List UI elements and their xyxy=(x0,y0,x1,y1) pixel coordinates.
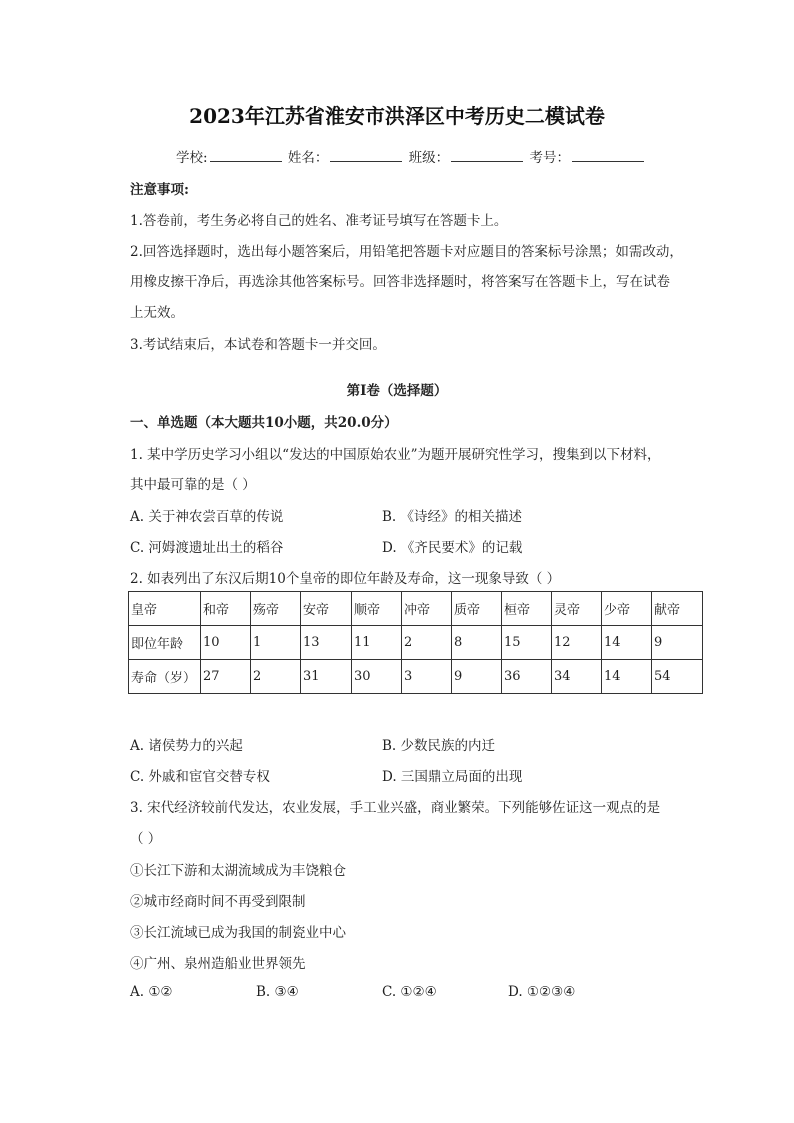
table-cell: 36 xyxy=(502,660,552,694)
table-cell: 灵帝 xyxy=(552,592,602,626)
table-cell: 即位年龄 xyxy=(129,626,201,660)
table-cell: 桓帝 xyxy=(502,592,552,626)
table-cell: 少帝 xyxy=(602,592,652,626)
class-label: 班级： xyxy=(408,150,450,166)
class-blank[interactable] xyxy=(451,148,523,162)
q2-option-a[interactable]: A. 诸侯势力的兴起 xyxy=(130,738,243,754)
q1-stem-line-2: 其中最可靠的是（ ） xyxy=(130,477,256,493)
q2-option-b[interactable]: B. 少数民族的内迁 xyxy=(382,738,496,754)
q2-option-d[interactable]: D. 三国鼎立局面的出现 xyxy=(382,769,523,785)
table-cell: 27 xyxy=(201,660,251,694)
q1-option-c[interactable]: C. 河姆渡遗址出土的稻谷 xyxy=(130,540,284,556)
table-cell: 8 xyxy=(452,626,502,660)
table-cell: 9 xyxy=(652,626,703,660)
table-cell: 30 xyxy=(352,660,402,694)
notes-heading: 注意事项: xyxy=(130,182,189,198)
q3-statement-3: ③长江流域已成为我国的制瓷业中心 xyxy=(130,925,346,941)
table-cell: 34 xyxy=(552,660,602,694)
table-cell: 寿命（岁） xyxy=(129,660,201,694)
note-2-line-1: 2.回答选择题时，选出每小题答案后，用铅笔把答题卡对应题目的答案标号涂黑；如需改动， xyxy=(130,244,683,260)
q3-stem-line-1: 3. 宋代经济较前代发达，农业发展，手工业兴盛，商业繁荣。下列能够佐证这一观点的是 xyxy=(130,800,661,816)
table-cell: 皇帝 xyxy=(129,592,201,626)
table-cell: 10 xyxy=(201,626,251,660)
q3-option-d[interactable]: D. ①②③④ xyxy=(508,984,576,1000)
table-cell: 11 xyxy=(352,626,402,660)
q2-stem: 2. 如表列出了东汉后期10个皇帝的即位年龄及寿命，这一现象导致（ ） xyxy=(130,571,561,587)
q3-statement-1: ①长江下游和太湖流域成为丰饶粮仓 xyxy=(130,863,346,879)
table-cell: 顺帝 xyxy=(352,592,402,626)
q3-option-a[interactable]: A. ①② xyxy=(130,984,173,1000)
table-cell: 14 xyxy=(602,660,652,694)
table-row xyxy=(129,660,703,694)
name-blank[interactable] xyxy=(330,148,402,162)
table-cell: 12 xyxy=(552,626,602,660)
q2-option-c[interactable]: C. 外戚和宦官交替专权 xyxy=(130,769,270,785)
exam-no-blank[interactable] xyxy=(572,148,644,162)
table-cell: 1 xyxy=(251,626,301,660)
note-2-line-3: 上无效。 xyxy=(130,305,184,321)
table-cell: 冲帝 xyxy=(402,592,452,626)
q3-statement-4: ④广州、泉州造船业世界领先 xyxy=(130,956,306,972)
q3-option-c[interactable]: C. ①②④ xyxy=(382,984,437,1000)
table-cell: 14 xyxy=(602,626,652,660)
name-label: 姓名： xyxy=(287,150,329,166)
q1-option-b[interactable]: B. 《诗经》的相关描述 xyxy=(382,509,523,525)
table-cell: 质帝 xyxy=(452,592,502,626)
note-1: 1.答卷前，考生务必将自己的姓名、准考证号填写在答题卡上。 xyxy=(130,213,508,229)
q3-option-b[interactable]: B. ③④ xyxy=(256,984,299,1000)
table-cell: 安帝 xyxy=(301,592,352,626)
exam-title: 2023年江苏省淮安市洪泽区中考历史二模试卷 xyxy=(189,104,605,128)
table-cell: 15 xyxy=(502,626,552,660)
table-cell: 2 xyxy=(402,626,452,660)
table-cell: 54 xyxy=(652,660,703,694)
exam-no-label: 考号： xyxy=(529,150,570,166)
table-cell: 31 xyxy=(301,660,352,694)
section-1-heading: 一、单选题（本大题共10小题，共20.0分） xyxy=(130,415,398,431)
part-1-heading: 第I卷（选择题） xyxy=(346,383,448,399)
table-row xyxy=(129,592,703,626)
table-cell: 13 xyxy=(301,626,352,660)
emperor-table xyxy=(128,591,703,694)
q3-statement-2: ②城市经商时间不再受到限制 xyxy=(130,894,306,910)
student-info-line xyxy=(176,146,646,166)
school-blank[interactable] xyxy=(210,148,282,162)
table-row xyxy=(129,626,703,660)
q1-option-d[interactable]: D. 《齐民要术》的记载 xyxy=(382,540,523,556)
q1-option-a[interactable]: A. 关于神农尝百草的传说 xyxy=(130,509,284,525)
table-cell: 献帝 xyxy=(652,592,703,626)
note-3: 3.考试结束后，本试卷和答题卡一并交回。 xyxy=(130,337,386,353)
table-cell: 和帝 xyxy=(201,592,251,626)
table-cell: 9 xyxy=(452,660,502,694)
school-label: 学校: xyxy=(176,150,208,166)
q3-stem-line-2: （ ） xyxy=(130,831,162,847)
table-cell: 3 xyxy=(402,660,452,694)
q1-stem-line-1: 1. 某中学历史学习小组以“发达的中国原始农业”为题开展研究性学习，搜集到以下材料， xyxy=(130,447,661,463)
table-cell: 殇帝 xyxy=(251,592,301,626)
note-2-line-2: 用橡皮擦干净后，再选涂其他答案标号。回答非选择题时，将答案写在答题卡上，写在试卷 xyxy=(130,274,670,290)
table-cell: 2 xyxy=(251,660,301,694)
